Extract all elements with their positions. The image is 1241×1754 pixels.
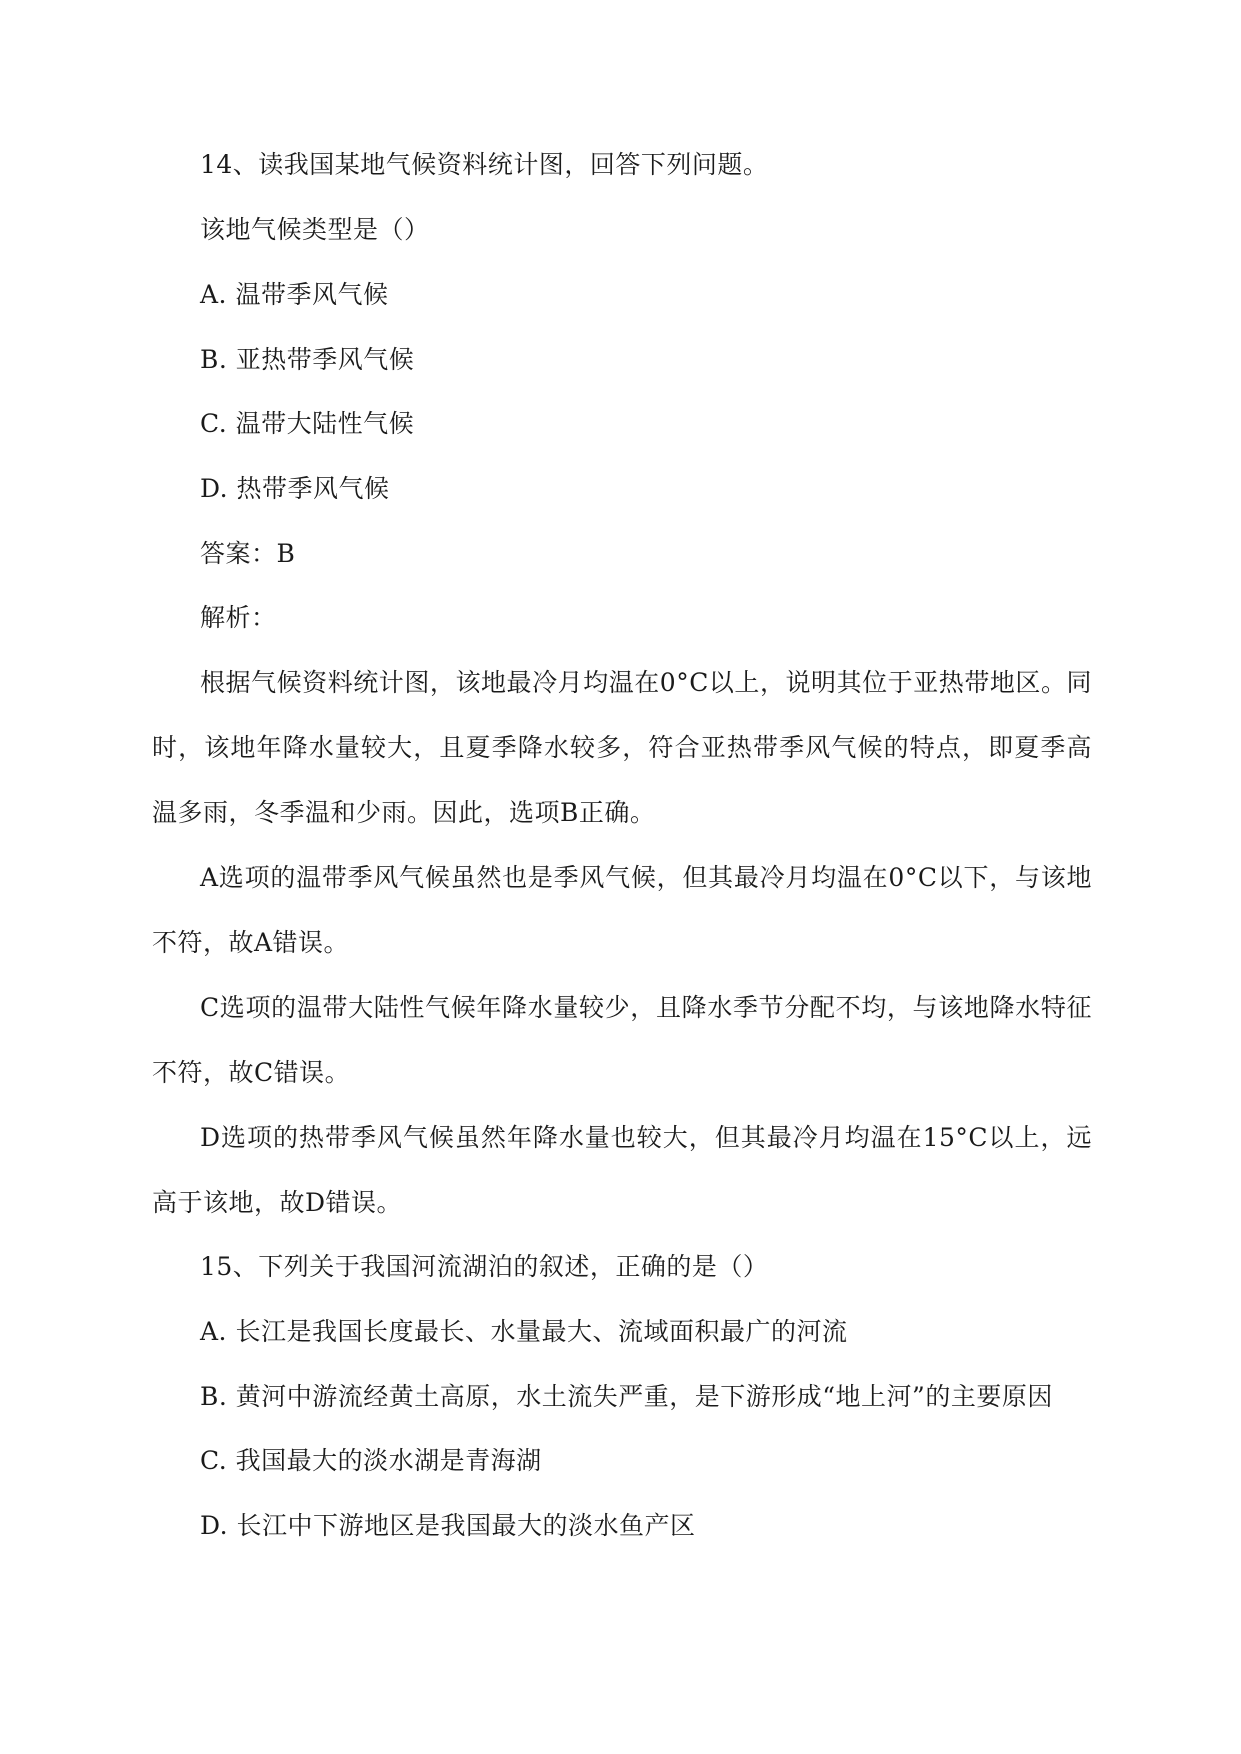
question-14-prompt: 该地气候类型是（） [200,215,430,244]
question-14-stem: 14、读我国某地气候资料统计图，回答下列问题。 [200,150,769,179]
question-15-option-a: A. 长江是我国长度最长、水量最大、流域面积最广的河流 [200,1317,848,1346]
question-14-option-a: A. 温带季风气候 [200,280,389,309]
analysis-paragraph-2: A选项的温带季风气候虽然也是季风气候，但其最冷月均温在0°C以下，与该地不符，故A错误。 [152,863,1092,957]
question-15-stem: 15、下列关于我国河流湖泊的叙述，正确的是（） [200,1252,769,1281]
question-15-option-b: B. 黄河中游流经黄土高原，水土流失严重，是下游形成“地上河”的主要原因 [200,1382,1053,1411]
question-14-analysis-label: 解析： [200,603,277,632]
question-15-option-d: D. 长江中下游地区是我国最大的淡水鱼产区 [200,1511,696,1540]
question-14-option-c: C. 温带大陆性气候 [200,409,415,438]
analysis-paragraph-4: D选项的热带季风气候虽然年降水量也较大，但其最冷月均温在15°C以上，远高于该地，故D错误。 [152,1123,1092,1217]
question-14-option-d: D. 热带季风气候 [200,474,390,503]
question-14-answer: 答案：B [200,539,296,568]
question-14-option-b: B. 亚热带季风气候 [200,345,415,374]
question-15-option-c: C. 我国最大的淡水湖是青海湖 [200,1446,542,1475]
analysis-paragraph-3: C选项的温带大陆性气候年降水量较少，且降水季节分配不均，与该地降水特征不符，故C错误。 [152,993,1092,1087]
analysis-paragraph-1: 根据气候资料统计图，该地最冷月均温在0°C以上，说明其位于亚热带地区。同时，该地年降水量较大，且夏季降水较多，符合亚热带季风气候的特点，即夏季高温多雨，冬季温和少雨。因此，选项B正确。 [152,668,1092,827]
